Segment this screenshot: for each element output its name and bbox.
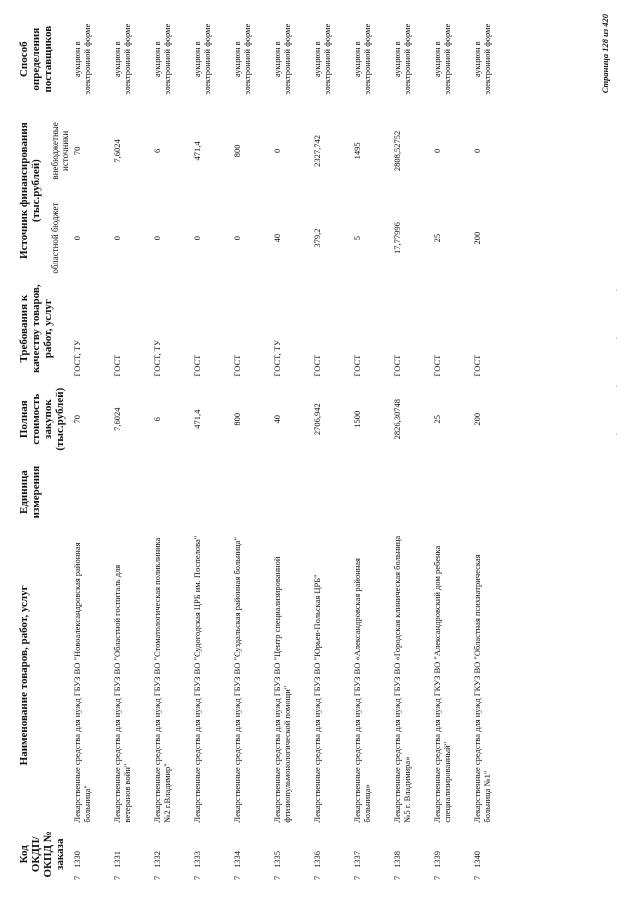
- row-finance-regional: 0: [152, 235, 162, 241]
- col-header-unit: Единица измерения: [18, 465, 42, 519]
- header-row: [16, 15, 44, 883]
- row-name: Лекарственные средства для нужд ГБУЗ ВО "Суздальская районная больница": [232, 537, 242, 823]
- row-requirements: ГОСТ: [232, 354, 242, 377]
- row-cost: 471,4: [192, 409, 202, 429]
- row-finance-extra: 7,6024: [112, 139, 122, 163]
- row-method: аукцион в электронной форме: [72, 23, 92, 95]
- table-row: [352, 15, 392, 883]
- row-finance-extra: 0: [432, 148, 442, 153]
- row-finance-regional: 0: [192, 235, 202, 241]
- row-unit: [472, 459, 512, 525]
- row-code-group: 7: [312, 875, 322, 880]
- row-finance-extra: 70: [72, 146, 82, 156]
- row-method: аукцион в электронной форме: [352, 23, 372, 95]
- row-unit: [272, 459, 312, 525]
- row-code: [312, 826, 352, 883]
- row-code-group: 7: [472, 875, 482, 880]
- row-code-number: 1333: [192, 851, 202, 868]
- row-name: Лекарственные средства для нужд ГБУЗ ВО «Александровская районная больница»: [352, 558, 372, 823]
- col-header-method: Способ определения поставщиков: [18, 25, 54, 93]
- row-unit: [432, 459, 472, 525]
- row-finance-regional: 5: [352, 235, 362, 241]
- row-method: аукцион в электронной форме: [392, 23, 412, 95]
- row-name: Лекарственные средства для нужд ГБУЗ ВО "Юрьев-Польская ЦРБ": [312, 574, 322, 823]
- table-row: [312, 15, 352, 883]
- row-requirements: ГОСТ: [392, 354, 402, 377]
- row-method: аукцион в электронной форме: [472, 23, 492, 95]
- table-row: [272, 15, 312, 883]
- row-method: аукцион в электронной форме: [312, 23, 332, 95]
- row-cost: 7,6024: [112, 407, 122, 431]
- table-row: [232, 15, 272, 883]
- row-finance-regional: 17,77996: [392, 222, 402, 255]
- row-finance-regional: 379,2: [312, 228, 322, 248]
- row-unit: [232, 459, 272, 525]
- row-method: аукцион в электронной форме: [272, 23, 292, 95]
- row-code-number: 1336: [312, 851, 322, 868]
- row-cost: 800: [232, 412, 242, 426]
- row-name: Лекарственные средства для нужд ГБУЗ ВО "Новоалександровская районная больница": [72, 542, 92, 823]
- row-code-group: 7: [432, 875, 442, 880]
- row-finance-regional: 200: [472, 231, 482, 245]
- row-unit: [72, 459, 112, 525]
- row-cost: 200: [472, 412, 482, 426]
- row-requirements: ГОСТ: [472, 354, 482, 377]
- row-code: [192, 826, 232, 883]
- row-code-number: 1330: [72, 851, 82, 868]
- row-code: [272, 826, 312, 883]
- row-method: аукцион в электронной форме: [432, 23, 452, 95]
- table-row: [432, 15, 472, 883]
- row-unit: [192, 459, 232, 525]
- table-body: [72, 15, 512, 883]
- row-method: аукцион в электронной форме: [152, 23, 172, 95]
- row-code-number: 1339: [432, 851, 442, 868]
- row-requirements: ГОСТ: [352, 354, 362, 377]
- row-finance-regional: 0: [112, 235, 122, 241]
- col-header-name: Наименование товаров, работ, услуг: [18, 585, 30, 766]
- row-code-group: 7: [392, 875, 402, 880]
- row-code: [72, 826, 112, 883]
- row-code: [232, 826, 272, 883]
- row-unit: [312, 459, 352, 525]
- row-cost: 2826,30748: [392, 399, 402, 440]
- row-code: [112, 826, 152, 883]
- scan-artifact-dots: . . . .: [610, 267, 619, 435]
- row-unit: [112, 459, 152, 525]
- row-finance-extra: 0: [472, 148, 482, 153]
- col-header-cost: Полная стоимость закупок (тыс.рублей): [18, 387, 66, 451]
- row-requirements: ГОСТ: [112, 354, 122, 377]
- row-cost: 1500: [352, 410, 362, 428]
- row-code-number: 1334: [232, 851, 242, 868]
- table-row: [472, 15, 512, 883]
- row-finance-extra: 0: [272, 148, 282, 153]
- row-code-group: 7: [352, 875, 362, 880]
- table-row: [392, 15, 432, 883]
- row-cost: 6: [152, 417, 162, 422]
- row-name: Лекарственные средства для нужд ГКУЗ ВО "Областная психиатрическая больница №1": [472, 554, 492, 823]
- row-code-group: 7: [192, 875, 202, 880]
- row-requirements: ГОСТ, ТУ: [72, 340, 82, 377]
- col-header-code: Код ОКДП/ ОКПД № заказа: [18, 831, 66, 878]
- row-finance-regional: 0: [232, 235, 242, 241]
- page-number: Страница 128 из 420: [600, 14, 610, 94]
- row-name: Лекарственные средства для нужд ГКУЗ ВО "Александровский дом ребенка специализированный": [432, 545, 452, 823]
- row-code-group: 7: [232, 875, 242, 880]
- col-header-finance-extra: внебюджетные источники: [50, 122, 70, 180]
- row-cost: 70: [72, 414, 82, 424]
- row-code-number: 1338: [392, 851, 402, 868]
- row-finance-extra: 800: [232, 144, 242, 158]
- table-row: [72, 15, 112, 883]
- row-method: аукцион в электронной форме: [112, 23, 132, 95]
- row-finance-extra: 1495: [352, 142, 362, 160]
- row-finance-extra: 2808,52752: [392, 130, 402, 172]
- row-code-number: 1340: [472, 851, 482, 868]
- row-unit: [392, 459, 432, 525]
- table-row: [112, 15, 152, 883]
- row-cost: 25: [432, 414, 442, 424]
- row-cost: 40: [272, 414, 282, 424]
- row-code-group: 7: [72, 875, 82, 880]
- row-finance-extra: 2327,742: [312, 134, 322, 167]
- row-requirements: ГОСТ, ТУ: [272, 340, 282, 377]
- row-code-number: 1337: [352, 851, 362, 868]
- row-code: [392, 826, 432, 883]
- row-code: [472, 826, 512, 883]
- row-method: аукцион в электронной форме: [192, 23, 212, 95]
- table-row: [152, 15, 192, 883]
- col-header-finance: Источник финансирования (тыс.рублей): [18, 122, 42, 259]
- row-requirements: ГОСТ, ТУ: [152, 340, 162, 377]
- row-finance-regional: 40: [272, 233, 282, 243]
- procurement-table: [16, 15, 512, 883]
- table-row: [192, 15, 232, 883]
- row-finance-extra: 6: [152, 148, 162, 153]
- row-unit: [152, 459, 192, 525]
- col-header-requirements: Требования к качеству товаров, работ, услуг: [18, 284, 54, 373]
- row-name: Лекарственные средства для нужд ГБУЗ ВО "Областной госпиталь для ветеранов войн": [112, 564, 132, 823]
- row-code-group: 7: [272, 875, 282, 880]
- row-name: Лекарственные средства для нужд ГБУЗ ВО "Центр специализированной фтизиопульмонологической помощи": [272, 556, 292, 823]
- row-finance-extra: 471,4: [192, 141, 202, 161]
- row-unit: [352, 459, 392, 525]
- row-finance-regional: 25: [432, 233, 442, 243]
- row-requirements: ГОСТ: [432, 354, 442, 377]
- row-code: [432, 826, 472, 883]
- row-name: Лекарственные средства для нужд ГБУЗ ВО «Городская клиническая больница №5 г. Владимира»: [392, 535, 412, 823]
- row-code-group: 7: [112, 875, 122, 880]
- row-name: Лекарственные средства для нужд ГБУЗ ВО "Судогодская ЦРБ им. Поспелова": [192, 535, 202, 823]
- row-cost: 2706,942: [312, 403, 322, 436]
- row-code-group: 7: [152, 875, 162, 880]
- row-code-number: 1331: [112, 851, 122, 868]
- row-code-number: 1335: [272, 851, 282, 868]
- row-method: аукцион в электронной форме: [232, 23, 252, 95]
- row-code-number: 1332: [152, 851, 162, 868]
- row-code: [152, 826, 192, 883]
- row-requirements: ГОСТ: [312, 354, 322, 377]
- row-code: [352, 826, 392, 883]
- row-name: Лекарственные средства для нужд ГБУЗ ВО "Стоматологическая поликлиника №2 г.Владимир": [152, 537, 172, 823]
- row-requirements: ГОСТ: [192, 354, 202, 377]
- row-finance-regional: 0: [72, 235, 82, 241]
- col-header-finance-regional: областной бюджет: [50, 202, 60, 274]
